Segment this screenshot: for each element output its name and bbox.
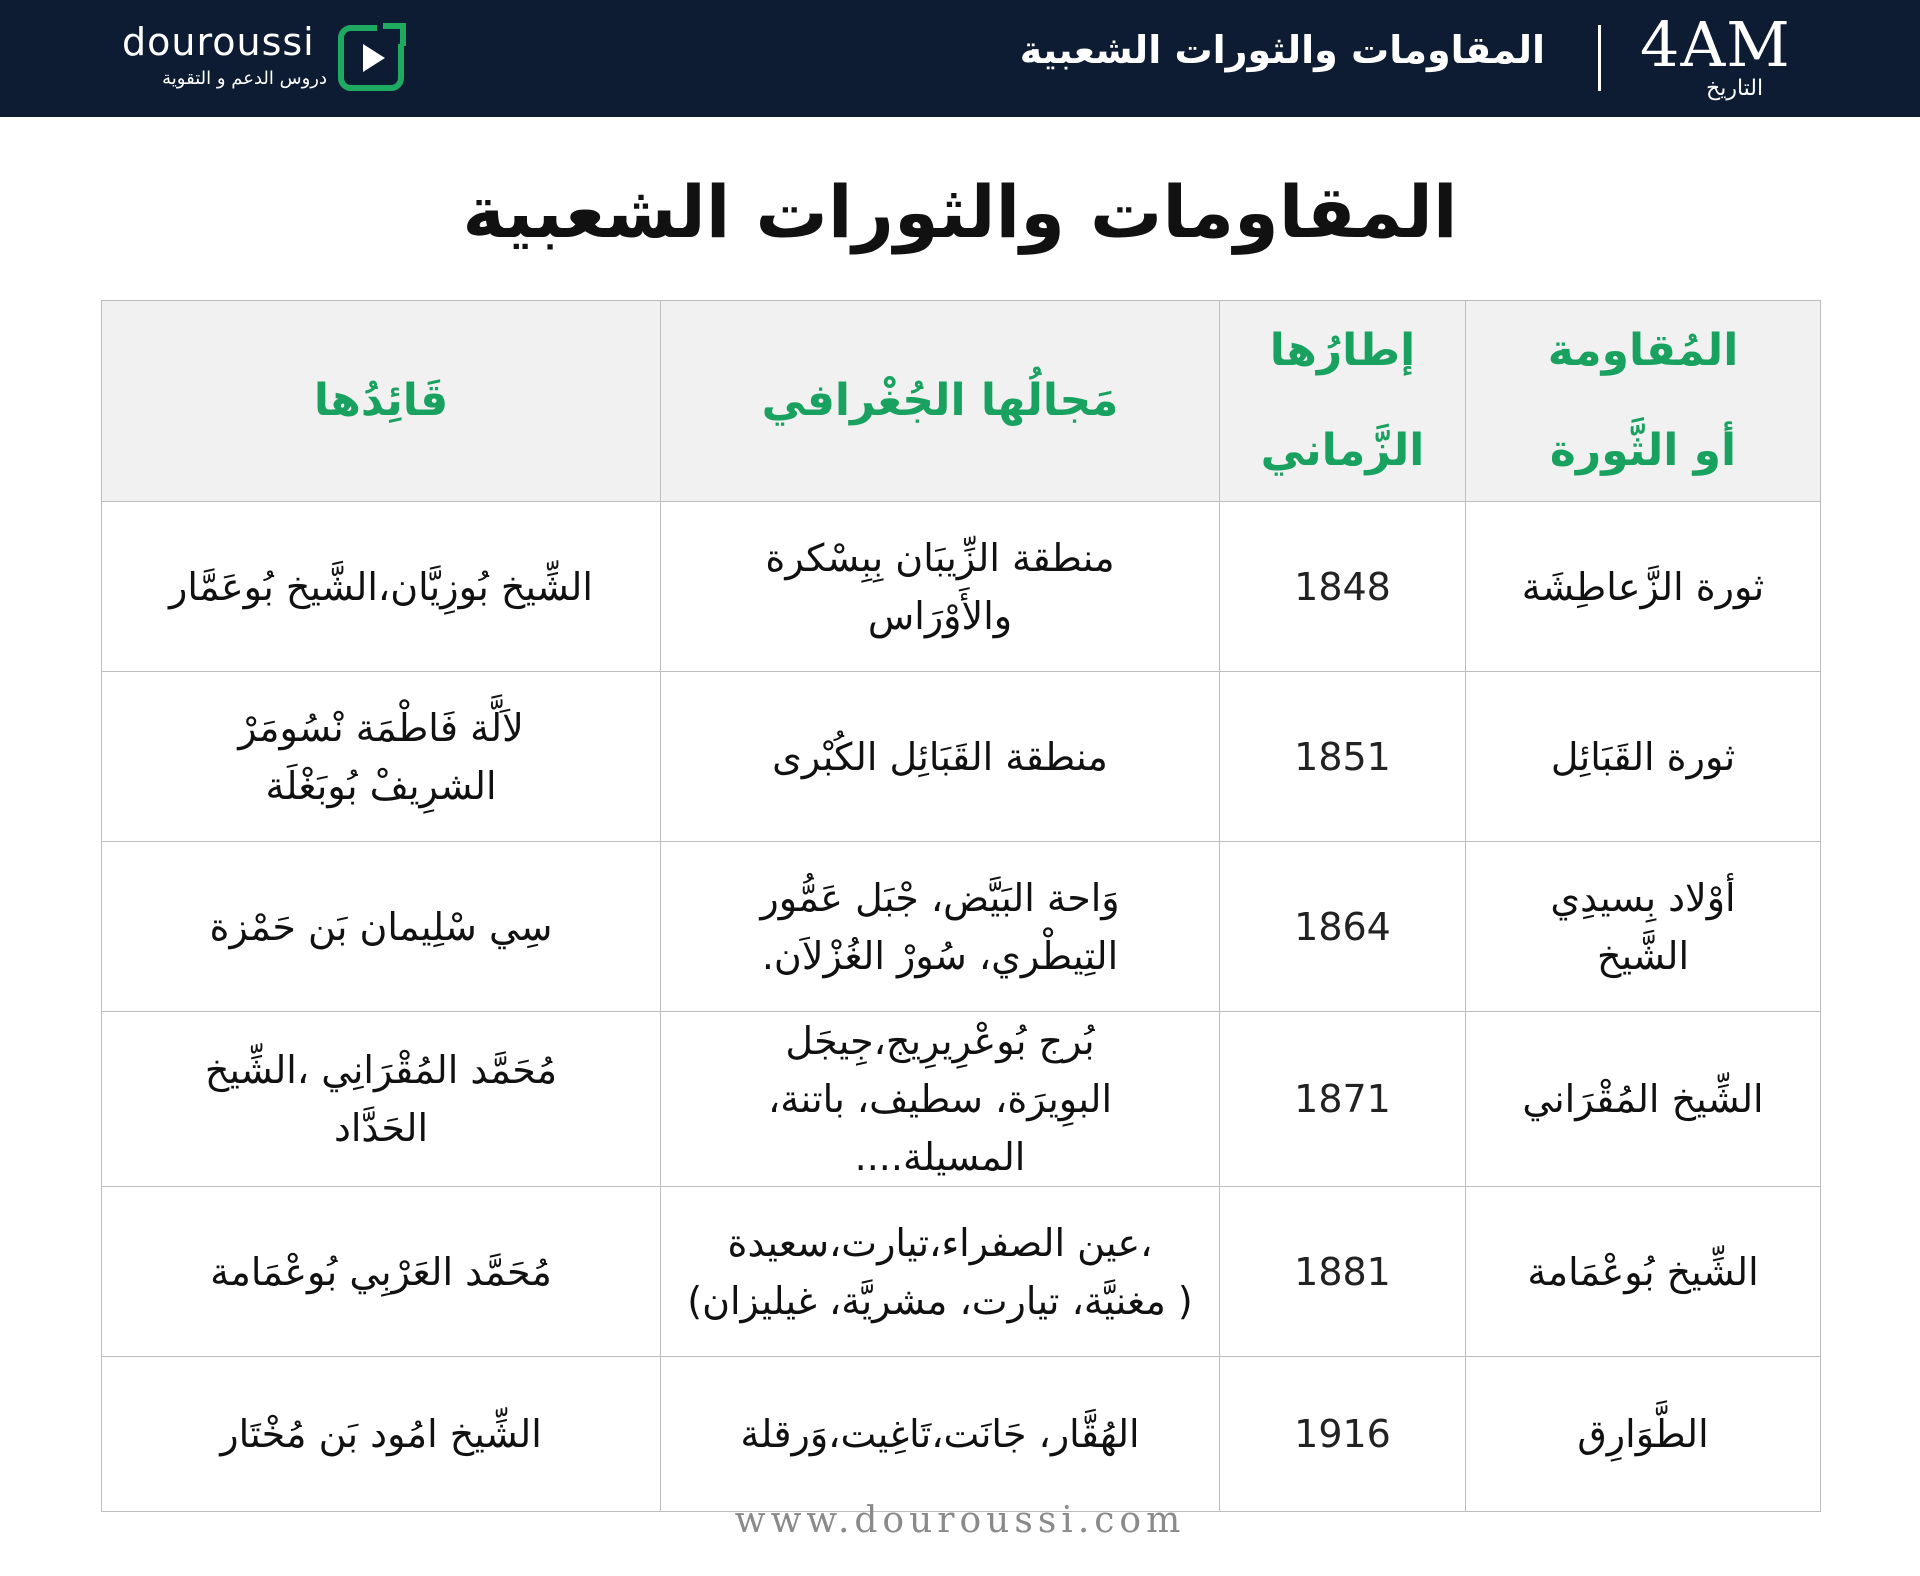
table-row bbox=[102, 842, 1821, 1012]
page-title: المقاومات والثورات الشعبية bbox=[462, 170, 1458, 254]
cell-resistance bbox=[1466, 1357, 1821, 1512]
cell-area-line: منطقة القَبَائِل الكُبْرى bbox=[772, 734, 1108, 779]
cell-leader-line: سِي سْلِيمان بَن حَمْزة bbox=[209, 904, 553, 949]
cell-year: 1864 bbox=[1220, 842, 1466, 1012]
header-resistance-line2: أو الثَّورة bbox=[1549, 425, 1737, 476]
cell-area bbox=[661, 672, 1220, 842]
cell-leader-line: الشِّيخ امُود بَن مُخْتَار bbox=[220, 1412, 542, 1456]
cell-leader bbox=[102, 502, 661, 672]
table-row bbox=[102, 1012, 1821, 1187]
cell-resistance bbox=[1466, 1012, 1821, 1187]
cell-area-line: منطقة الزِّيبَان بِبِسْكرة bbox=[765, 535, 1115, 580]
cell-leader bbox=[102, 1012, 661, 1187]
cell-resistance-line: الطَّوَارِق bbox=[1577, 1412, 1709, 1456]
cell-resistance-line: ثورة الزَّعاطِشَة bbox=[1521, 564, 1765, 609]
cell-area-line: والأَوْرَاس bbox=[867, 593, 1013, 638]
cell-resistance-line: ثورة القَبَائِل bbox=[1550, 734, 1736, 779]
table-row bbox=[102, 672, 1821, 842]
cell-area-line: ( مغنيَّة، تيارت، مشريَّة، غيليزان) bbox=[687, 1278, 1193, 1323]
cell-area bbox=[661, 1012, 1220, 1187]
cell-year: 1916 bbox=[1220, 1357, 1466, 1512]
cell-leader bbox=[102, 842, 661, 1012]
cell-area bbox=[661, 1357, 1220, 1512]
cell-leader bbox=[102, 672, 661, 842]
cell-resistance bbox=[1466, 672, 1821, 842]
footer-url[interactable]: www.douroussi.com bbox=[734, 1500, 1186, 1541]
brand-logo[interactable] bbox=[122, 20, 422, 100]
cell-resistance bbox=[1466, 502, 1821, 672]
header-leader: قَائِدُها bbox=[102, 301, 661, 502]
cell-leader-line: الشرِيفْ بُوبَغْلَة bbox=[265, 763, 497, 808]
cell-leader-line: مُحَمَّد المُقْرَانِي ،الشِّيخ bbox=[204, 1048, 558, 1092]
header-divider bbox=[1598, 25, 1601, 91]
subject-label: التاريخ bbox=[1706, 76, 1764, 101]
header-time-line2: الزَّماني bbox=[1260, 425, 1425, 476]
header-title: المقاومات والثورات الشعبية bbox=[1019, 28, 1545, 72]
cell-leader-line: لاَلَّة فَاطْمَة نْسُومَرْ bbox=[238, 705, 524, 750]
cell-leader bbox=[102, 1187, 661, 1357]
table-row bbox=[102, 1357, 1821, 1512]
cell-area-line: بُرج بُوعْرِيرِيج،جِيجَل bbox=[785, 1019, 1095, 1063]
resistance-table bbox=[101, 300, 1821, 1512]
cell-leader-line: الشِّيخ بُوزِيَّان،الشَّيخ بُوعَمَّار bbox=[169, 564, 593, 609]
table-row bbox=[102, 1187, 1821, 1357]
cell-leader-line: الحَدَّاد bbox=[333, 1106, 429, 1150]
cell-leader-line: مُحَمَّد العَرْبِي بُوعْمَامة bbox=[210, 1249, 552, 1294]
header-time-line1: إطارُها bbox=[1269, 325, 1416, 376]
cell-area-line: البوِيرَة، سطيف، باتنة، bbox=[767, 1077, 1113, 1121]
cell-year: 1871 bbox=[1220, 1012, 1466, 1187]
grade-block bbox=[1630, 8, 1810, 108]
header-resistance-line1: المُقاومة bbox=[1547, 325, 1739, 376]
header-area: مَجالُها الجُغْرافي bbox=[661, 301, 1220, 502]
table-row bbox=[102, 502, 1821, 672]
header-time bbox=[1220, 301, 1466, 502]
cell-area bbox=[661, 842, 1220, 1012]
table-header-row bbox=[102, 301, 1821, 502]
cell-area-line: الهُقَّار، جَانَت،تَاغِيت،وَرقلة bbox=[740, 1412, 1140, 1456]
cell-resistance bbox=[1466, 842, 1821, 1012]
cell-year: 1881 bbox=[1220, 1187, 1466, 1357]
cell-year: 1848 bbox=[1220, 502, 1466, 672]
cell-leader bbox=[102, 1357, 661, 1512]
top-bar bbox=[0, 0, 1920, 117]
play-icon bbox=[337, 22, 407, 92]
cell-resistance-line: الشِّيخ بُوعْمَامة bbox=[1527, 1249, 1759, 1294]
cell-resistance-line: أوْلاد بِسيدِي bbox=[1550, 875, 1736, 920]
cell-year: 1851 bbox=[1220, 672, 1466, 842]
brand-tagline: دروس الدعم و التقوية bbox=[162, 68, 327, 89]
cell-area bbox=[661, 502, 1220, 672]
header-resistance bbox=[1466, 301, 1821, 502]
grade-label: 4AM bbox=[1640, 8, 1791, 81]
cell-area-line: المسيلة.... bbox=[854, 1135, 1026, 1179]
cell-area-line: ،عين الصفراء،تيارت،سعيدة bbox=[727, 1220, 1153, 1265]
cell-area-line: التِيطْري، سُورْ الغُزْلاَن. bbox=[761, 933, 1119, 978]
brand-name: douroussi bbox=[122, 20, 315, 64]
cell-resistance-line: الشِّيخ المُقْرَاني bbox=[1522, 1077, 1764, 1121]
cell-area bbox=[661, 1187, 1220, 1357]
cell-area-line: وَاحة البَيَّض، جْبَل عَمُّور bbox=[760, 875, 1120, 920]
cell-resistance-line: الشَّيخ bbox=[1596, 933, 1690, 978]
table-body bbox=[102, 502, 1821, 1512]
cell-resistance bbox=[1466, 1187, 1821, 1357]
